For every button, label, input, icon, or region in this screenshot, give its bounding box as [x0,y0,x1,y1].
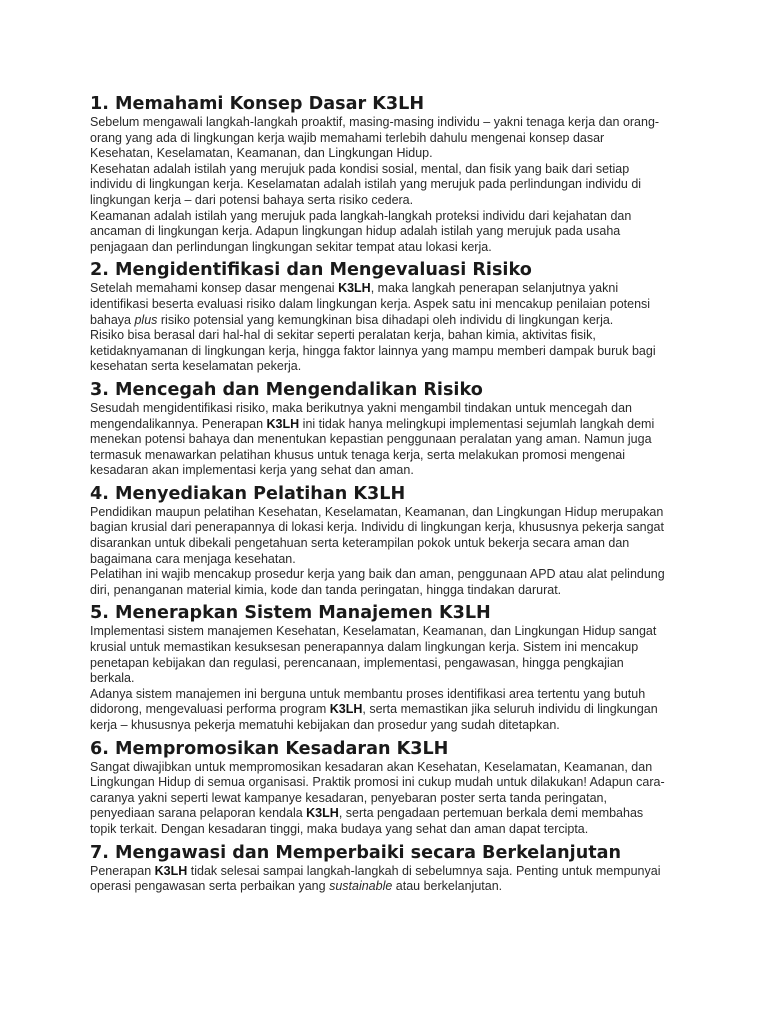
bold-term: K3LH [329,702,363,717]
section-heading: 5. Menerapkan Sistem Manajemen K3LH [90,603,491,624]
section-heading: 1. Memahami Konsep Dasar K3LH [90,94,425,114]
paragraph: Kesehatan adalah istilah yang merujuk pada kondisi sosial, mental, dan fisik yang baik dari setiap individu di lingkungan kerja. Keselamatan adalah istilah yang merujuk pada perlindungan individu di lingkungan kerja – dari potensi bahaya serta risiko cedera. [90,161,642,207]
paragraph: Implementasi sistem manajemen Kesehatan, Keselamatan, Keamanan, dan Lingkungan Hidup sangat krusial untuk memastikan kesuksesan penerapannya dalam lingkungan kerja. Sistem ini mencakup penetapan kebijakan dan regulasi, perencanaan, implementasi, pengawasan, hingga pengkajian berkala. [90,624,657,686]
bold-term: K3LH [306,806,339,821]
italic-term: plus [134,312,158,327]
section-2 [90,260,668,375]
paragraph: Pelatihan ini wajib mencakup prosedur kerja yang baik dan aman, penggunaan APD atau alat pelindung diri, penanganan material kimia, kode dan tanda peringatan, hingga tindakan darurat. [90,567,665,597]
paragraph: Setelah memahami konsep dasar mengenai K3LH, maka langkah penerapan selanjutnya yakni identifikasi beserta evaluasi risiko dalam lingkungan kerja. Aspek satu ini mencakup penilaian potensi bahaya plus risiko potensial yang kemungkinan bisa dihadapi oleh individu di lingkungan kerja. [90,281,651,327]
section-5 [90,603,668,733]
bold-term: K3LH [338,281,371,296]
paragraph: Sebelum mengawali langkah-langkah proaktif, masing-masing individu – yakni tenaga kerja dan orang-orang yang ada di lingkungan kerja wajib memahami terlebih dahulu mengenai konsep dasar Kesehatan, Keselamatan, Keamanan, dan Lingkungan Hidup. [90,115,660,161]
section-6 [90,739,668,838]
section-4 [90,484,668,599]
paragraph: Penerapan K3LH tidak selesai sampai langkah-langkah di sebelumnya saja. Penting untuk mempunyai operasi pengawasan serta perbaikan yang sustainable atau berkelanjutan. [90,863,661,894]
section-heading: 7. Mengawasi dan Memperbaiki secara Berkelanjutan [90,842,622,863]
section-heading: 4. Menyediakan Pelatihan K3LH [90,483,406,504]
paragraph: Keamanan adalah istilah yang merujuk pada langkah-langkah proteksi individu dari kejahatan dan ancaman di lingkungan kerja. Adapun lingkungan hidup adalah istilah yang merujuk pada usaha penjagaan dan perlindungan lingkungan sekitar tempat atau lokasi kerja. [90,208,632,254]
section-7 [90,843,668,895]
section-3 [90,380,668,479]
section-1 [90,94,668,255]
paragraph: Sangat diwajibkan untuk mempromosikan kesadaran akan Kesehatan, Keselamatan, Keamanan, dan Lingkungan Hidup di semua organisasi. Praktik promosi ini cukup mudah untuk dilakukan! Adapun cara-caranya yakni seperti lewat kampanye kesadaran, penyebaran poster serta tanda peringatan, penyediaan sarana pelaporan kendala K3LH, serta pengadaan pertemuan berkala demi membahas topik terkait. Dengan kesadaran tinggi, maka budaya yang sehat dan aman dapat tercipta. [90,759,665,836]
bold-term: K3LH [154,863,188,878]
paragraph: Risiko bisa berasal dari hal-hal di sekitar seperti peralatan kerja, bahan kimia, aktivitas fisik, ketidaknyamanan di lingkungan kerja, hingga faktor lainnya yang mampu memberi dampak buruk bagi kesehatan serta keselamatan pekerja. [90,328,656,374]
paragraph: Sesudah mengidentifikasi risiko, maka berikutnya yakni mengambil tindakan untuk mencegah dan mengendalikannya. Penerapan K3LH ini tidak hanya melingkupi implementasi sejumlah langkah demi menekan potensi bahaya dan menentukan kepastian penggunaan peralatan yang aman. Namun juga termasuk menawarkan pelatihan khusus untuk tenaga kerja, serta melakukan promosi mengenai kesadaran akan implementasi kerja yang sehat dan aman. [90,400,655,478]
document-page [90,94,668,900]
paragraph: Pendidikan maupun pelatihan Kesehatan, Keselamatan, Keamanan, dan Lingkungan Hidup merupakan bagian krusial dari penerapannya di lokasi kerja. Individu di lingkungan kerja, khususnya pekerja sangat disarankan untuk dibekali pengetahuan serta keterampilan pokok untuk bekerja secara aman dan bagaimana cara menjaga kesehatan. [90,504,664,566]
section-heading: 3. Mencegah dan Mengendalikan Risiko [90,379,483,400]
paragraph: Adanya sistem manajemen ini berguna untuk membantu proses identifikasi area tertentu yang butuh didorong, mengevaluasi performa program K3LH, serta memastikan jika seluruh individu di lingkungan kerja – khususnya pekerja mematuhi kebijakan dan prosedur yang sudah ditetapkan. [90,686,658,732]
bold-term: K3LH [266,416,300,431]
section-heading: 6. Mempromosikan Kesadaran K3LH [90,738,449,759]
italic-term: sustainable [329,879,393,894]
section-heading: 2. Mengidentifikasi dan Mengevaluasi Risiko [90,260,532,281]
